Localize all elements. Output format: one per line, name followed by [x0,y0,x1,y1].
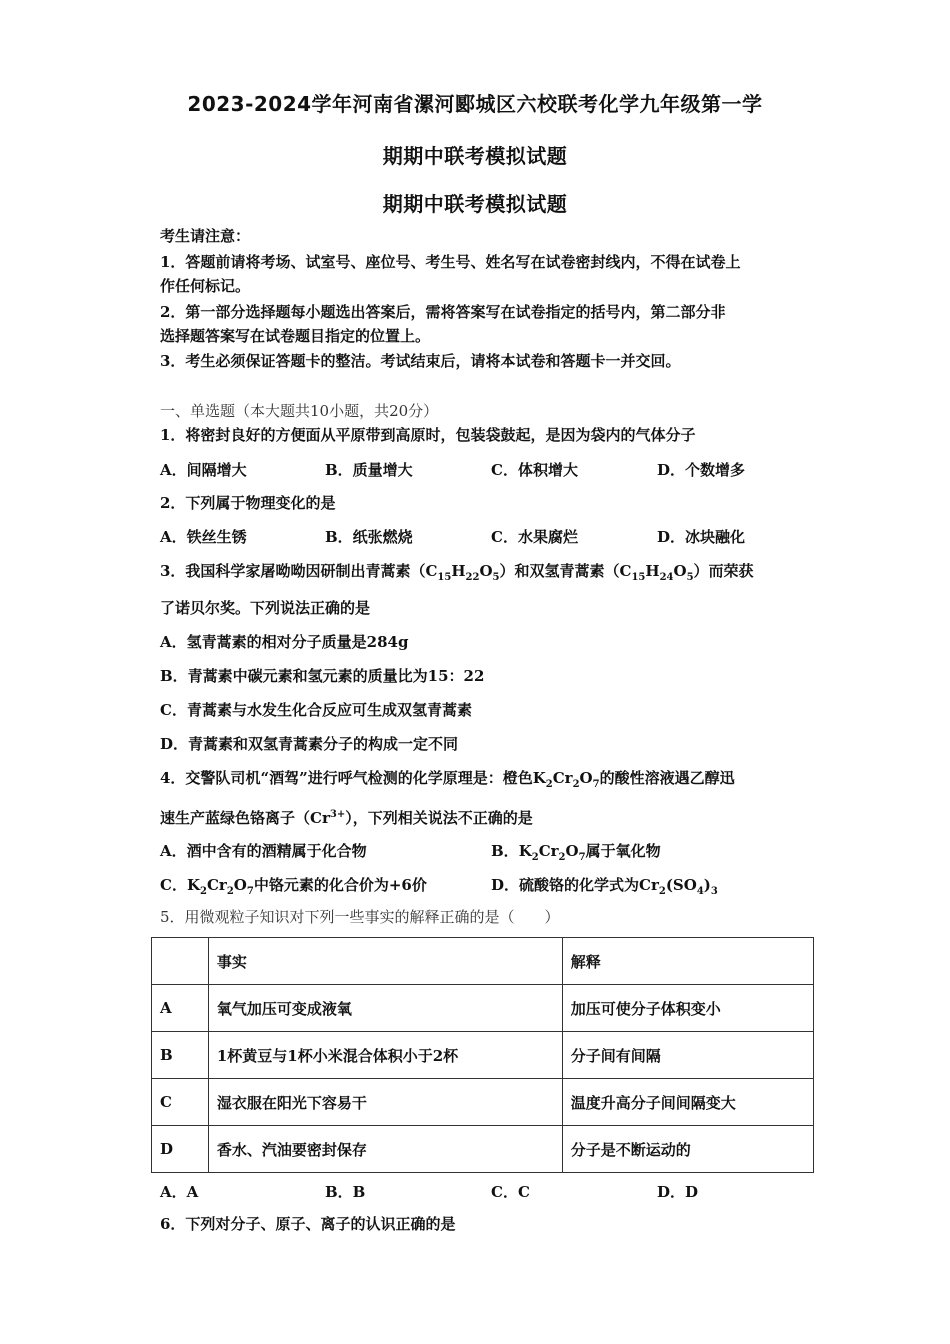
q3-option-a: A．氢青蒿素的相对分子质量是284g [160,633,409,651]
q5-option-c: C．C [491,1183,530,1201]
q4-option-a: A．酒中含有的酒精属于化合物 [160,842,367,860]
table-header-cell: 解释 [562,938,813,985]
table-cell: 温度升高分子间间隔变大 [562,1079,813,1126]
q4-stem-part1: 4．交警队司机“酒驾”进行呼气检测的化学原理是：橙色 [160,769,533,787]
q1-option-a: A．间隔增大 [160,461,247,479]
notice-item-2a: 2．第一部分选择题每小题选出答案后，需将答案写在试卷指定的括号内，第二部分非 [160,303,726,321]
table-row [152,985,814,1032]
notice-item-2b: 选择题答案写在试卷题目指定的位置上。 [160,327,431,345]
table-row [152,1126,814,1173]
table-cell: B [152,1032,209,1079]
q3-stem-part1: 3．我国科学家屠呦呦因研制出青蒿素（ [160,562,426,580]
q4-stem-line2: 速生产蓝绿色铬离子$(Cr^{3+})$，下列相关说法不正确的是 [160,809,533,827]
table-header-cell [152,938,209,985]
table-row [152,1079,814,1126]
q2-stem: 2．下列属于物理变化的是 [160,494,336,512]
q3-option-b: B．青蒿素中碳元素和氢元素的质量比为15：22 [160,667,485,685]
table-cell: 1杯黄豆与1杯小米混合体积小于2杯 [208,1032,562,1079]
q4-stem [160,768,735,795]
q3-stem-part3: ）而荣获 [693,562,754,580]
table-cell: 分子间有间隔 [562,1032,813,1079]
q5-stem: 5．用微观粒子知识对下列一些事实的解释正确的是（ ） [160,908,560,926]
exam-title-line3: 期期中联考模拟试题 [382,192,568,216]
q1-stem: 1．将密封良好的方便面从平原带到高原时，包装袋鼓起，是因为袋内的气体分子 [160,426,696,444]
q4-formula-k2cr2o7: $K_2Cr_2O_7$ [532,769,600,790]
q1-option-c: C．体积增大 [491,461,578,479]
q6-stem: 6．下列对分子、原子、离子的认识正确的是 [160,1215,456,1233]
table-cell: 香水、汽油要密封保存 [208,1126,562,1173]
table-header-row [152,938,814,985]
notice-item-1a: 1．答题前请将考场、试室号、座位号、考生号、姓名写在试卷密封线内，不得在试卷上 [160,253,741,271]
q5-option-d: D．D [657,1183,699,1201]
q3-option-d: D．青蒿素和双氢青蒿素分子的构成一定不同 [160,735,459,753]
exam-title-line1: 2023-2024学年河南省漯河郾城区六校联考化学九年级第一学 [187,92,763,116]
q3-option-c: C．青蒿素与水发生化合反应可生成双氢青蒿素 [160,701,472,719]
notice-item-1b: 作任何标记。 [160,277,251,295]
table-cell: A [152,985,209,1032]
q3-stem-part2: ）和双氢青蒿素（ [499,562,620,580]
q3-stem [160,561,754,588]
q5-option-b: B．B [325,1183,366,1201]
table-cell: 加压可使分子体积变小 [562,985,813,1032]
exam-title-line2: 期期中联考模拟试题 [382,144,568,168]
q4-stem-part2: 的酸性溶液遇乙醇迅 [599,769,735,787]
q5-table [151,937,814,1173]
q4-option-d: D．硫酸铬的化学式为$Cr_2(SO_4)_3$ [491,876,718,897]
q4-chromium-ion: $Cr^{3+}$ [310,809,346,827]
notice-heading: 考生请注意： [160,227,251,245]
q1-option-d: D．个数增多 [657,461,746,479]
table-header-cell: 事实 [208,938,562,985]
q5-option-a: A．A [160,1183,199,1201]
q4-option-b: B．$K_2Cr_2O_7$属于氧化物 [491,842,661,863]
q3-stem-line2: 了诺贝尔奖。下列说法正确的是 [160,599,371,617]
table-row [152,1032,814,1079]
q2-option-b: B．纸张燃烧 [325,528,413,546]
q2-option-c: C．水果腐烂 [491,528,578,546]
table-cell: 氧气加压可变成液氧 [208,985,562,1032]
q2-option-a: A．铁丝生锈 [160,528,247,546]
q2-option-d: D．冰块融化 [657,528,746,546]
q3-formula-artemisinin: $C_{15}H_{22}O_5$ [425,562,500,583]
q1-option-b: B．质量增大 [325,461,413,479]
table-cell: C [152,1079,209,1126]
notice-item-3: 3．考生必须保证答题卡的整洁。考试结束后，请将本试卷和答题卡一并交回。 [160,352,681,370]
q3-formula-dihydroartemisinin: $C_{15}H_{24}O_5$ [619,562,694,583]
table-cell: D [152,1126,209,1173]
q4-option-c: C．$K_2Cr_2O_7$中铬元素的化合价为+6价 [160,876,427,897]
table-cell: 分子是不断运动的 [562,1126,813,1173]
section-heading: 一、单选题（本大题共10小题，共20分） [160,402,439,420]
table-cell: 湿衣服在阳光下容易干 [208,1079,562,1126]
